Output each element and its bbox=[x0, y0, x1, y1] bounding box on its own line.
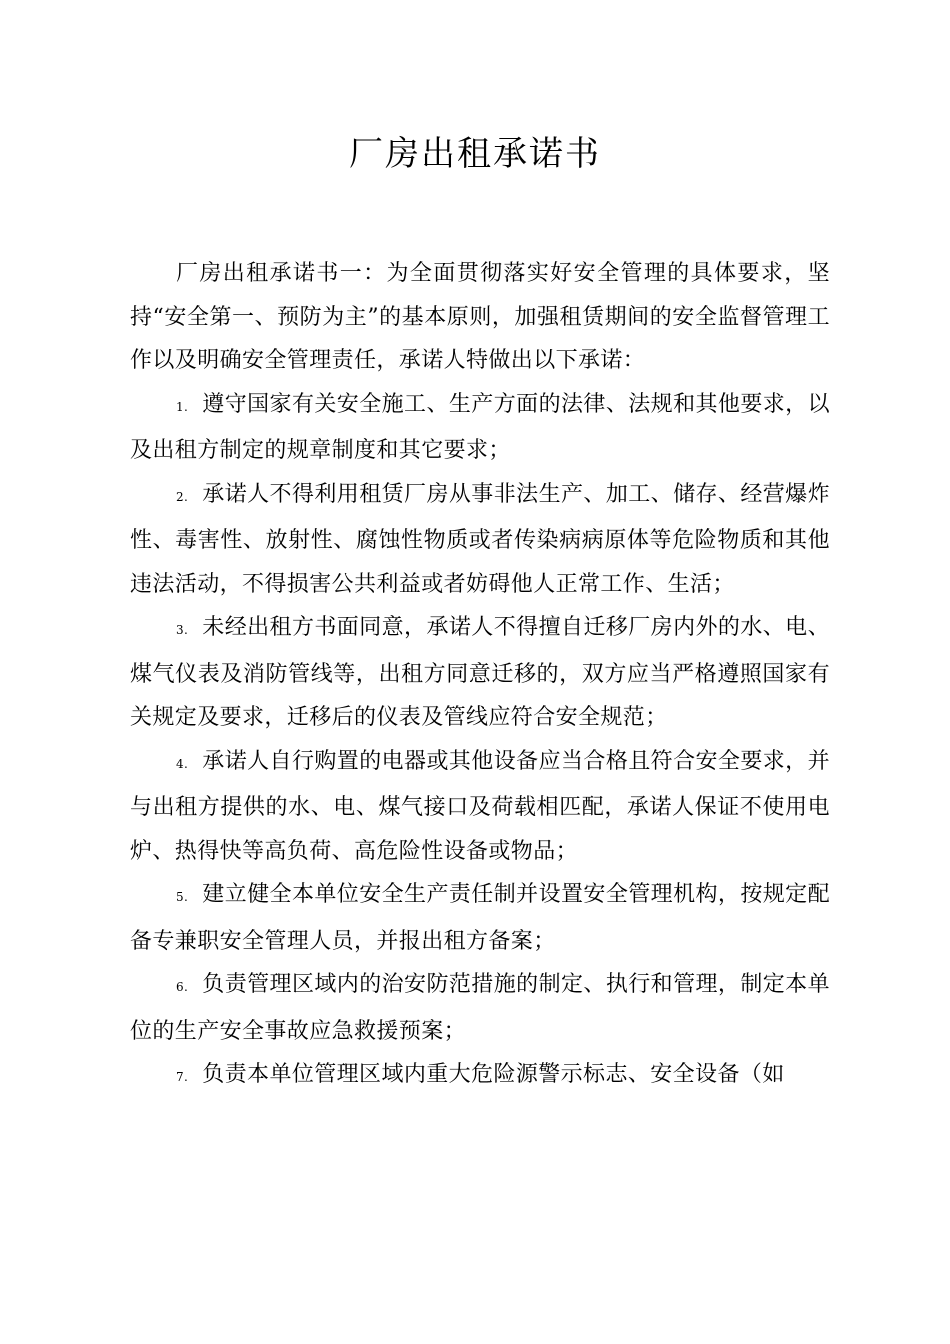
intro-paragraph: 厂房出租承诺书一：为全面贯彻落实好安全管理的具体要求，坚持“安全第一、预防为主”的基本原则，加强租赁期间的安全监督管理工作以及明确安全管理责任，承诺人特做出以下承诺： bbox=[130, 261, 830, 373]
item-text: 负责管理区域内的治安防范措施的制定、执行和管理，制定本单位的生产安全事故应急救援预案； bbox=[130, 972, 830, 1044]
list-item bbox=[130, 383, 830, 473]
item-text: 负责本单位管理区域内重大危险源警示标志、安全设备（如 bbox=[202, 1062, 785, 1087]
item-text: 承诺人自行购置的电器或其他设备应当合格且符合安全要求，并与出租方提供的水、电、煤气接口及荷载相匹配，承诺人保证不使用电炉、热得快等高负荷、高危险性设备或物品； bbox=[130, 748, 830, 864]
item-number: 7. bbox=[176, 1070, 189, 1084]
item-number: 3. bbox=[176, 623, 189, 637]
list-item bbox=[130, 963, 830, 1053]
item-number: 1. bbox=[176, 399, 189, 414]
item-text: 承诺人不得利用租赁厂房从事非法生产、加工、储存、经营爆炸性、毒害性、放射性、腐蚀性物质或者传染病病原体等危险物质和其他违法活动，不得损害公共利益或者妨碍他人正常工作、生活； bbox=[130, 481, 830, 597]
list-item bbox=[130, 473, 830, 607]
item-text: 未经出租方书面同意，承诺人不得擅自迁移厂房内外的水、电、煤气仪表及消防管线等，出租方同意迁移的，双方应当严格遵照国家有关规定及要求，迁移后的仪表及管线应符合安全规范； bbox=[130, 615, 830, 730]
item-number: 6. bbox=[176, 980, 189, 994]
list-item bbox=[130, 740, 830, 874]
item-text: 遵守国家有关安全施工、生产方面的法律、法规和其他要求，以及出租方制定的规章制度和其它要求； bbox=[130, 391, 830, 463]
item-number: 2. bbox=[176, 489, 189, 504]
list-item bbox=[130, 873, 830, 963]
document-body bbox=[130, 252, 830, 1100]
item-number: 5. bbox=[176, 890, 189, 904]
item-text: 建立健全本单位安全生产责任制并设置安全管理机构，按规定配备专兼职安全管理人员，并报出租方备案； bbox=[130, 882, 830, 954]
document-title: 厂房出租承诺书 bbox=[349, 134, 601, 174]
item-number: 4. bbox=[176, 756, 189, 771]
list-item bbox=[130, 1053, 830, 1100]
list-item bbox=[130, 606, 830, 740]
